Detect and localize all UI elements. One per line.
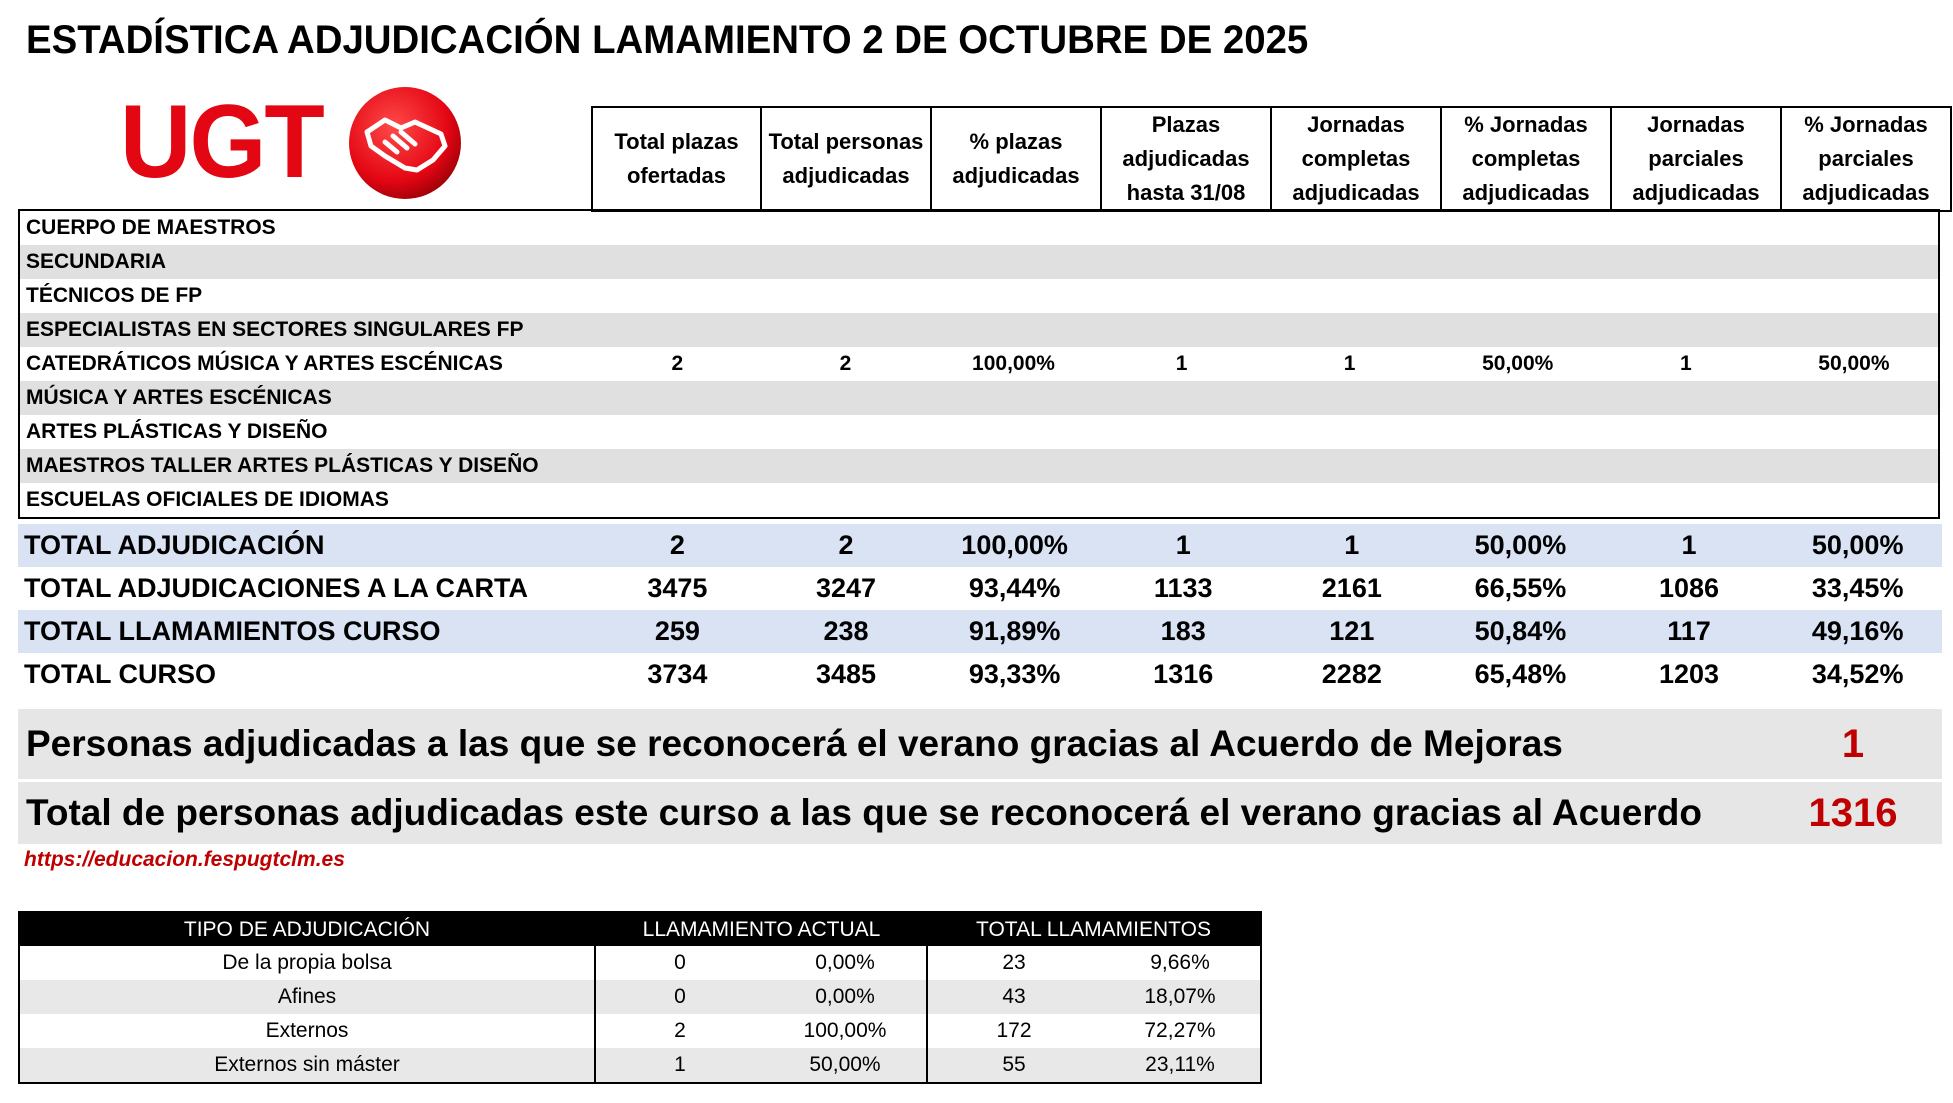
table-cell	[761, 449, 929, 483]
table-cell	[1098, 210, 1266, 245]
table-cell	[593, 210, 761, 245]
total-cell: 65,48%	[1474, 659, 1567, 689]
table-cell	[1770, 279, 1939, 313]
table-row	[19, 245, 1939, 279]
table-cell	[1266, 210, 1434, 245]
sub-cell-total-pct: 18,07%	[1100, 980, 1261, 1014]
total-cell: 1	[1605, 524, 1774, 567]
table-cell	[1098, 483, 1266, 518]
table-cell	[1770, 449, 1939, 483]
total-cell: 3247	[815, 573, 877, 603]
total-row	[18, 653, 1942, 696]
total-cell: 1203	[1659, 659, 1720, 689]
total-cell: 3485	[815, 659, 877, 689]
row-label: ESPECIALISTAS EN SECTORES SINGULARES FP	[19, 313, 593, 347]
total-cell: 259	[593, 610, 762, 653]
table-cell	[761, 381, 929, 415]
table-row	[19, 381, 1939, 415]
sub-cell-tipo: Externos	[19, 1014, 595, 1048]
table-cell	[1770, 415, 1939, 449]
table-cell	[929, 279, 1097, 313]
table-cell	[761, 483, 929, 518]
total-cell: 238	[762, 610, 931, 653]
table-row	[19, 279, 1939, 313]
sub-cell-actual: 1	[595, 1048, 764, 1083]
table-cell	[1266, 449, 1434, 483]
table-cell	[1266, 483, 1434, 518]
table-row	[19, 415, 1939, 449]
total-cell: 183	[1099, 610, 1268, 653]
total-cell: 1316	[1153, 659, 1214, 689]
table-cell	[929, 313, 1097, 347]
sub-cell-tipo: De la propia bolsa	[19, 946, 595, 980]
table-cell	[1602, 210, 1770, 245]
table-cell	[1602, 245, 1770, 279]
sub-cell-tipo: Afines	[19, 980, 595, 1014]
total-cell: 2	[762, 524, 931, 567]
table-cell	[1266, 245, 1434, 279]
table-row	[19, 210, 1939, 245]
table-cell	[1434, 245, 1602, 279]
table-cell	[761, 313, 929, 347]
sub-cell-actual-pct: 100,00%	[764, 1014, 927, 1048]
sub-cell-total: 55	[927, 1048, 1100, 1083]
table-cell	[1266, 415, 1434, 449]
table-cell: 50,00%	[1482, 352, 1554, 375]
table-cell	[1602, 449, 1770, 483]
total-cell: 2	[593, 524, 762, 567]
total-cell: 117	[1605, 610, 1774, 653]
sub-cell-total: 23	[1002, 951, 1026, 974]
sub-cell-actual-pct: 0,00%	[764, 946, 927, 980]
sub-table-row	[19, 946, 1261, 980]
sub-table-row	[19, 1048, 1261, 1083]
sub-cell-tipo: Externos sin máster	[19, 1048, 595, 1083]
row-label: CATEDRÁTICOS MÚSICA Y ARTES ESCÉNICAS	[26, 352, 503, 375]
total-cell: 2282	[1321, 659, 1382, 689]
sub-header-actual: LLAMAMIENTO ACTUAL	[595, 912, 927, 946]
total-row	[18, 524, 1942, 567]
total-cell: 50,00%	[1773, 524, 1942, 567]
table-cell: 100,00%	[972, 352, 1055, 375]
website-link[interactable]: https://educacion.fespugtclm.es	[24, 848, 345, 871]
table-row	[19, 313, 1939, 347]
total-cell: 93,44%	[968, 573, 1061, 603]
table-cell: 2	[839, 352, 852, 375]
col-jornadas-completas: Jornadas completas adjudicadas	[1271, 107, 1441, 211]
sub-cell-total-pct: 23,11%	[1100, 1048, 1261, 1083]
total-cell: 66,55%	[1474, 573, 1567, 603]
ugt-logo	[120, 82, 460, 202]
table-cell	[1602, 279, 1770, 313]
table-cell	[929, 245, 1097, 279]
sub-table-row	[19, 980, 1261, 1014]
total-cell: 1086	[1659, 573, 1720, 603]
ugt-logo-text: UGT	[120, 84, 323, 200]
page-title: ESTADÍSTICA ADJUDICACIÓN LAMAMIENTO 2 DE OCTUBRE DE 2025	[26, 18, 1309, 62]
row-label: MÚSICA Y ARTES ESCÉNICAS	[19, 381, 593, 415]
row-label: CUERPO DE MAESTROS	[26, 216, 276, 239]
table-cell	[1602, 313, 1770, 347]
total-cell: 49,16%	[1773, 610, 1942, 653]
table-cell	[929, 381, 1097, 415]
table-cell	[929, 449, 1097, 483]
col-jornadas-parciales: Jornadas parciales adjudicadas	[1611, 107, 1781, 211]
handshake-icon	[345, 84, 465, 202]
table-cell	[1266, 313, 1434, 347]
total-cell: 91,89%	[930, 610, 1099, 653]
table-row	[19, 449, 1939, 483]
table-cell	[1602, 381, 1770, 415]
table-cell	[1434, 210, 1602, 245]
table-cell	[761, 279, 929, 313]
table-cell	[593, 483, 761, 518]
summary-label: Total de personas adjudicadas este curso a las que se reconocerá el verano gracias al Acuerdo	[26, 792, 1702, 833]
table-cell	[1434, 381, 1602, 415]
row-label: ARTES PLÁSTICAS Y DISEÑO	[26, 420, 328, 443]
total-row	[18, 610, 1942, 653]
sub-cell-actual-pct: 50,00%	[764, 1048, 927, 1083]
table-cell	[929, 483, 1097, 518]
table-cell: 1	[1679, 352, 1692, 375]
table-cell	[1266, 381, 1434, 415]
total-label: TOTAL ADJUDICACIONES A LA CARTA	[24, 573, 528, 603]
total-cell: 93,33%	[968, 659, 1061, 689]
total-label: TOTAL LLAMAMIENTOS CURSO	[18, 610, 593, 653]
table-cell	[1098, 279, 1266, 313]
table-cell: 2	[671, 352, 684, 375]
col-pct-plazas: % plazas adjudicadas	[931, 107, 1101, 211]
table-cell	[761, 210, 929, 245]
total-label: TOTAL CURSO	[24, 659, 217, 689]
total-cell: 34,52%	[1811, 659, 1904, 689]
table-cell	[593, 415, 761, 449]
summary-row-curso	[18, 782, 1942, 844]
table-cell	[1770, 245, 1939, 279]
table-cell	[1434, 279, 1602, 313]
table-cell	[1434, 313, 1602, 347]
table-cell	[929, 415, 1097, 449]
sub-cell-total: 172	[996, 1019, 1032, 1042]
table-cell	[1098, 313, 1266, 347]
table-cell	[761, 245, 929, 279]
column-header-row	[591, 106, 1952, 212]
table-cell	[1602, 483, 1770, 518]
table-cell	[1266, 279, 1434, 313]
table-cell	[1098, 381, 1266, 415]
total-cell: 50,00%	[1436, 524, 1605, 567]
totals-table	[18, 524, 1942, 696]
col-total-personas: Total personas adjudicadas	[761, 107, 931, 211]
sub-cell-actual: 2	[674, 1019, 686, 1042]
table-cell	[1770, 210, 1939, 245]
total-cell: 50,84%	[1436, 610, 1605, 653]
sub-cell-total-pct: 72,27%	[1144, 1019, 1216, 1042]
table-cell	[1434, 449, 1602, 483]
table-cell	[593, 313, 761, 347]
total-cell: 1	[1099, 524, 1268, 567]
table-cell	[1098, 449, 1266, 483]
row-label: TÉCNICOS DE FP	[26, 284, 203, 307]
table-cell	[761, 415, 929, 449]
sub-cell-total-pct: 9,66%	[1150, 951, 1210, 974]
table-cell	[929, 210, 1097, 245]
sub-header-total: TOTAL LLAMAMIENTOS	[927, 912, 1261, 946]
table-cell	[1098, 245, 1266, 279]
tipo-adjudicacion-table	[18, 911, 1262, 1084]
table-cell	[1098, 415, 1266, 449]
total-cell: 3734	[647, 659, 708, 689]
sub-cell-total: 43	[927, 980, 1100, 1014]
table-cell	[1434, 483, 1602, 518]
table-row	[19, 483, 1939, 518]
summary-value: 1	[1841, 722, 1865, 766]
summary-value: 1316	[1808, 791, 1898, 835]
table-cell	[1770, 313, 1939, 347]
row-label: MAESTROS TALLER ARTES PLÁSTICAS Y DISEÑO	[19, 449, 593, 483]
sub-cell-actual: 0	[674, 951, 686, 974]
col-total-plazas: Total plazas ofertadas	[592, 107, 761, 211]
sub-table-row	[19, 1014, 1261, 1048]
table-cell	[593, 381, 761, 415]
cuerpos-table	[18, 209, 1940, 519]
table-cell	[1770, 483, 1939, 518]
row-label: SECUNDARIA	[19, 245, 593, 279]
table-cell	[1434, 415, 1602, 449]
total-label: TOTAL ADJUDICACIÓN	[18, 524, 593, 567]
table-row	[19, 347, 1939, 381]
sub-header-tipo: TIPO DE ADJUDICACIÓN	[19, 912, 595, 946]
row-label: ESCUELAS OFICIALES DE IDIOMAS	[26, 488, 389, 511]
total-cell: 33,45%	[1811, 573, 1904, 603]
table-cell: 50,00%	[1818, 352, 1890, 375]
table-cell	[1602, 415, 1770, 449]
sub-cell-actual-pct: 0,00%	[764, 980, 927, 1014]
total-cell: 2161	[1321, 573, 1382, 603]
total-cell: 1	[1268, 524, 1437, 567]
table-cell: 1	[1175, 352, 1188, 375]
table-cell	[593, 245, 761, 279]
col-pct-jornadas-parciales: % Jornadas parciales adjudicadas	[1781, 107, 1951, 211]
table-cell	[593, 279, 761, 313]
total-cell: 1133	[1153, 573, 1213, 603]
table-cell: 1	[1343, 352, 1356, 375]
total-cell: 121	[1268, 610, 1437, 653]
total-cell: 100,00%	[930, 524, 1099, 567]
total-cell: 3475	[647, 573, 708, 603]
summary-row-mejoras	[18, 709, 1942, 779]
col-plazas-hasta: Plazas adjudicadas hasta 31/08	[1101, 107, 1271, 211]
sub-cell-actual: 0	[595, 980, 764, 1014]
col-pct-jornadas-completas: % Jornadas completas adjudicadas	[1441, 107, 1611, 211]
total-row	[18, 567, 1942, 610]
table-cell	[593, 449, 761, 483]
summary-label: Personas adjudicadas a las que se reconocerá el verano gracias al Acuerdo de Mejoras	[26, 723, 1563, 764]
table-cell	[1770, 381, 1939, 415]
